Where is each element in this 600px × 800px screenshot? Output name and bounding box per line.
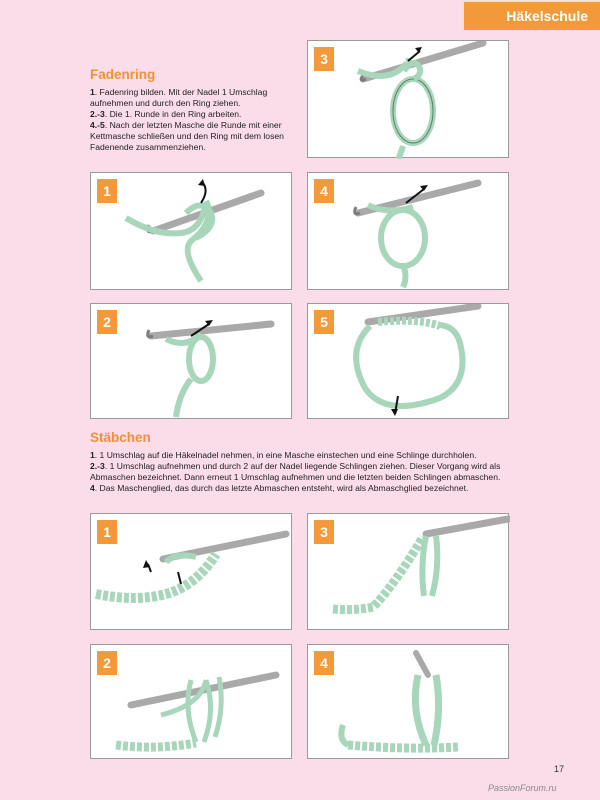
fadenring-step-1: 1. Fadenring bilden. Mit der Nadel 1 Umschlag aufnehmen und durch den Ring ziehen. [90,87,268,108]
fadenring-panel-4 [307,172,509,290]
page-number: 17 [554,764,565,774]
panel-number-badge: 2 [97,651,117,675]
staebchen-step-2-3: 2.-3. 1 Umschlag aufnehmen und durch 2 auf der Nadel liegende Schlingen ziehen. Dieser Vorgang wird als Abmaschen bezeichnet. Dann erneut 1 Umschlag aufnehmen und die letzten beiden Schlingen abmaschen. [90,461,501,482]
fadenring-panel-1 [90,172,292,290]
crochet-illustration [91,514,293,631]
panel-number-badge: 4 [314,179,334,203]
panel-number-badge: 4 [314,651,334,675]
crochet-illustration [308,173,510,291]
crochet-illustration [91,173,293,291]
staebchen-step-4: 4. Das Maschenglied, das durch das letzte Abmaschen entsteht, wird als Abmaschglied bezeichnet. [90,483,469,493]
fadenring-panel-5 [307,303,509,419]
crochet-illustration [91,304,293,420]
crochet-illustration [308,41,510,159]
staebchen-panel-4 [307,644,509,759]
panel-number-badge: 1 [97,520,117,544]
panel-number-badge: 3 [314,47,334,71]
fadenring-title: Fadenring [90,67,156,82]
staebchen-instructions [90,450,510,494]
fadenring-instructions [90,87,295,153]
panel-number-badge: 2 [97,310,117,334]
fadenring-step-4-5: 4.-5. Nach der letzten Masche die Runde mit einer Kettmasche schließen und den Ring mit dem losen Fadenende zusammenziehen. [90,120,284,152]
crochet-illustration [308,514,510,631]
staebchen-panel-1 [90,513,292,630]
panel-number-badge: 1 [97,179,117,203]
staebchen-title: Stäbchen [90,430,151,445]
panel-number-badge: 3 [314,520,334,544]
crochet-illustration [91,645,293,760]
section-tab: Häkelschule [464,2,600,30]
fadenring-step-2-3: 2.-3. Die 1. Runde in den Ring arbeiten. [90,109,242,119]
staebchen-panel-2 [90,644,292,759]
fadenring-panel-3 [307,40,509,158]
fadenring-panel-2 [90,303,292,419]
panel-number-badge: 5 [314,310,334,334]
crochet-illustration [308,304,510,420]
staebchen-panel-3 [307,513,509,630]
crochet-illustration [308,645,510,760]
staebchen-step-1: 1. 1 Umschlag auf die Häkelnadel nehmen, in eine Masche einstechen und eine Schlinge durchholen. [90,450,477,460]
site-watermark: PassionForum.ru [488,783,557,793]
